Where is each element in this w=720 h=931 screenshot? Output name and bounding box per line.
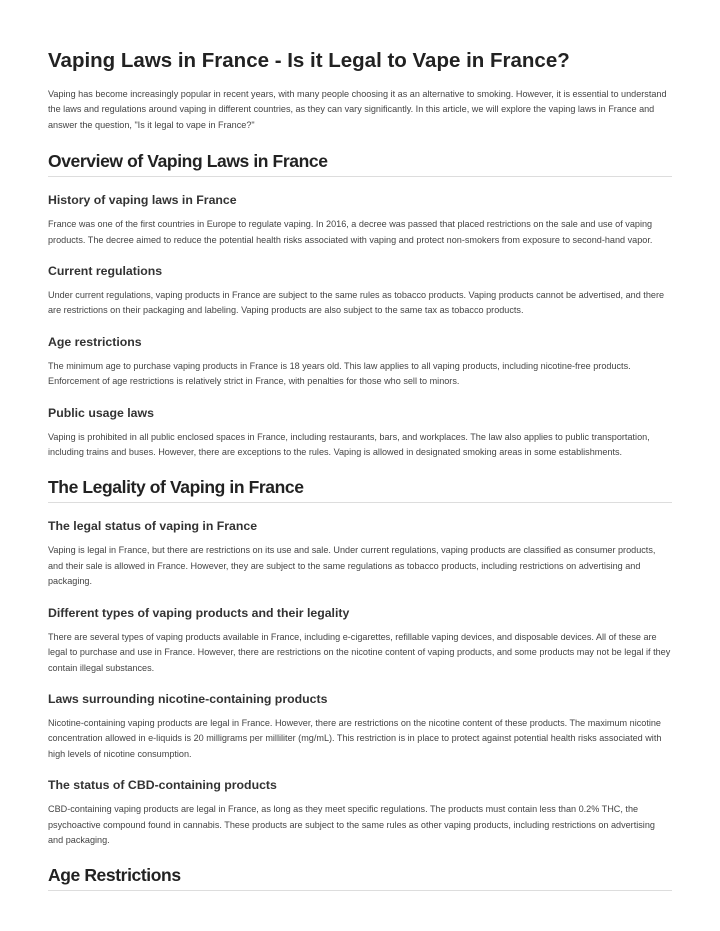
intro-paragraph: Vaping has become increasingly popular in recent years, with many people choosing it as an alternative to smoking. However, it is essential to understand the laws and regulations around vaping in different countries, as they can vary significantly. In this article, we will explore the vaping laws in France and answer the question, "Is it legal to vape in France?" [48, 89, 667, 130]
subsection-text: Vaping is legal in France, but there are restrictions on its use and sale. Under current regulations, vaping products are classified as consumer products, and their sale is allowed in France. However, they are subject to the same regulations as tobacco products, including restrictions on advertising and packaging. [48, 545, 656, 587]
subsection-text: The minimum age to purchase vaping products in France is 18 years old. This law applies to all vaping products, including nicotine-free products. Enforcement of age restrictions is relatively strict in France, with penalties for those who sell to minors. [48, 360, 631, 387]
subsection-heading: The status of CBD-containing products [48, 778, 277, 793]
subsection-text: Nicotine-containing vaping products are legal in France. However, there are restrictions on the nicotine content of these products. The maximum nicotine concentration allowed in e-liquids is 20 milligrams per milliliter (mg/mL). This restriction is in place to protect against potential health risks associated with high levels of nicotine consumption. [48, 717, 662, 759]
section-age-restrictions [48, 864, 672, 891]
section-heading: Age Restrictions [48, 864, 672, 891]
subsection-heading: Age restrictions [48, 334, 142, 349]
subsection-heading: Public usage laws [48, 405, 154, 420]
subsection-heading: Laws surrounding nicotine-containing products [48, 691, 328, 706]
subsection-heading: History of vaping laws in France [48, 193, 237, 208]
subsection-legal-status [48, 519, 672, 589]
subsection-nicotine-laws [48, 692, 672, 762]
page-title: Vaping Laws in France - Is it Legal to Vape in France? [48, 49, 570, 72]
section-legality [48, 476, 672, 848]
subsection-text: Under current regulations, vaping products in France are subject to the same rules as tobacco products. Vaping products cannot be advertised, and there are restrictions on their packaging and labeling. Vaping products are also subject to the same tax as tobacco products. [48, 290, 665, 316]
subsection-text: There are several types of vaping products available in France, including e-cigarettes, refillable vaping devices, and disposable devices. All of these are legal to purchase and use in France. However, there are restrictions on the nicotine content of vaping products, and some products may not be legal if they contain illegal substances. [48, 631, 671, 673]
subsection-text: Vaping is prohibited in all public enclosed spaces in France, including restaurants, bars, and workplaces. The law also applies to public transportation, including trains and buses. However, there are exceptions to the rules. Vaping is allowed in designated smoking areas in some establishments. [48, 431, 650, 458]
subsection-current-regulations [48, 264, 672, 319]
subsection-heading: The legal status of vaping in France [48, 519, 258, 534]
section-heading: The Legality of Vaping in France [48, 476, 672, 503]
subsection-heading: Different types of vaping products and their legality [48, 605, 350, 620]
subsection-text: France was one of the first countries in Europe to regulate vaping. In 2016, a decree was passed that placed restrictions on the sale and use of vaping products. The decree aimed to reduce the potential health risks associated with vaping and protect non-smokers from exposure to second-hand vapor. [48, 219, 653, 245]
section-overview [48, 150, 672, 460]
subsection-age-restrictions [48, 335, 672, 390]
subsection-product-types [48, 606, 672, 676]
subsection-cbd-status [48, 778, 672, 848]
subsection-text: CBD-containing vaping products are legal in France, as long as they meet specific regulations. The products must contain less than 0.2% THC, the psychoactive compound found in cannabis. These products are subject to the same rules as other vaping products, including restrictions on advertising and packaging. [48, 804, 655, 845]
subsection-history [48, 193, 672, 248]
subsection-heading: Current regulations [48, 264, 163, 279]
section-heading: Overview of Vaping Laws in France [48, 150, 672, 177]
subsection-public-usage [48, 406, 672, 461]
